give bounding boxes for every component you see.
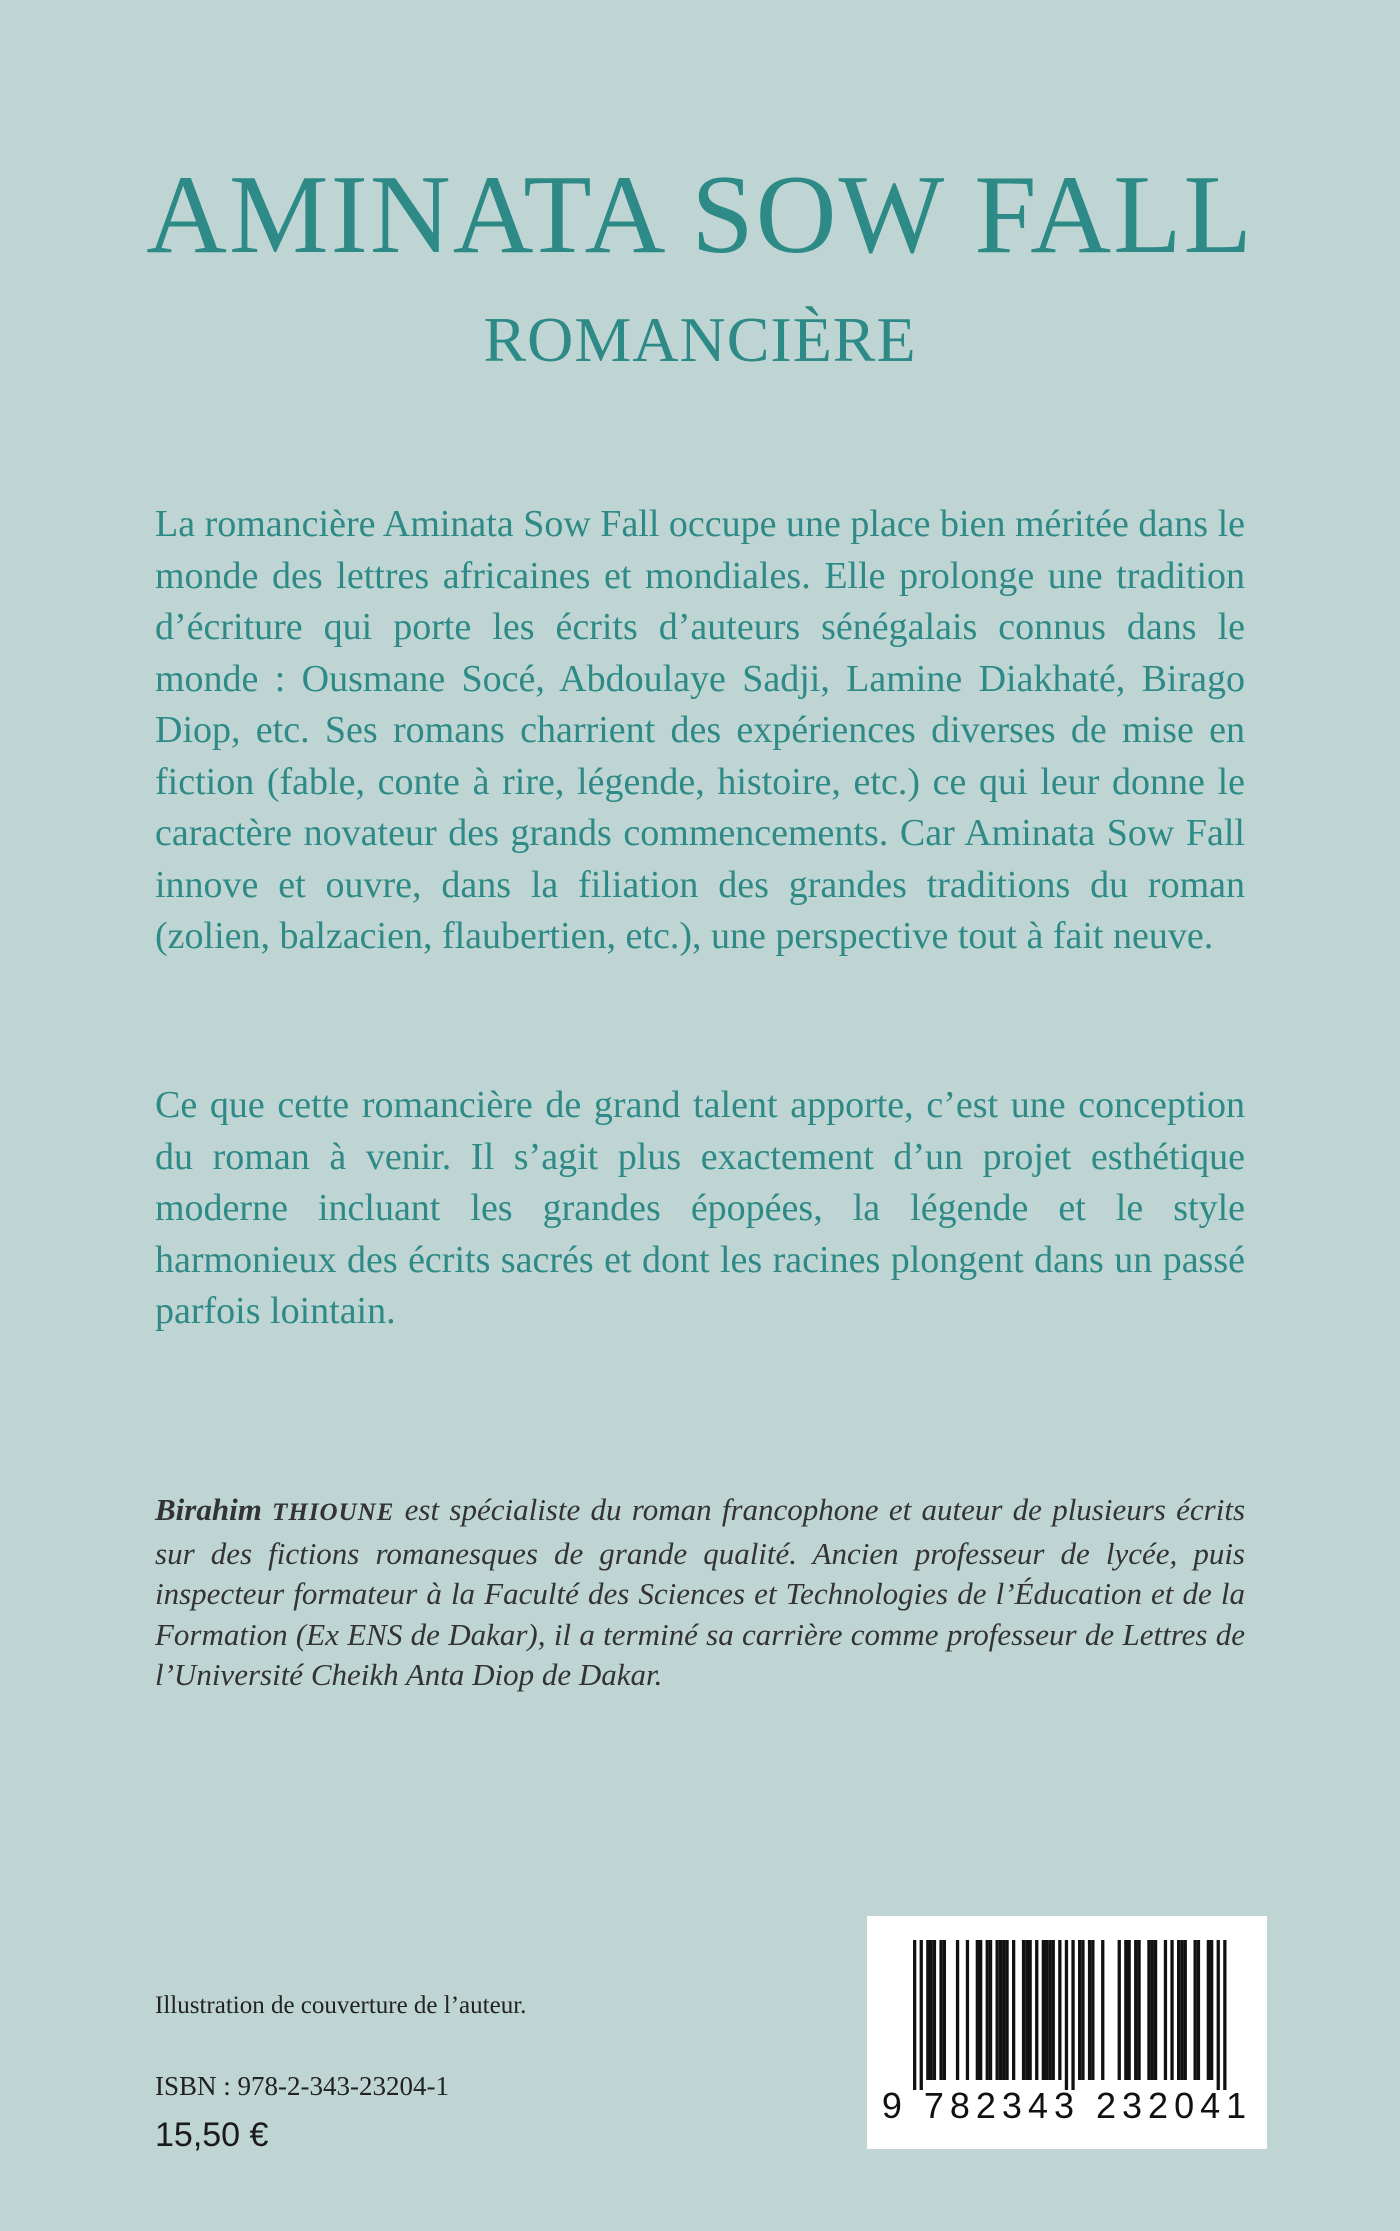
author-bio-text: est spécialiste du roman francophone et auteur de plusieurs écrits sur des fictions romanesques de grande qualité. Ancien professeur de lycée, puis inspecteur formateur à la Faculté des Sciences et Technologies de l’Éducation et de la Formation (Ex ENS de Dakar), il a terminé sa carrière comme professeur de Lettres de l’Université Cheikh Anta Diop de Dakar.: [155, 1492, 1246, 1692]
barcode-bar: [1052, 1940, 1055, 2080]
barcode-digits: 9 782343 232041: [881, 2085, 1253, 2126]
barcode-bar: [1223, 1940, 1226, 2090]
barcode-bar: [996, 1940, 999, 2080]
barcode-bar: [943, 1940, 946, 2080]
barcode-bar: [1170, 1940, 1173, 2080]
barcode-bar: [1118, 1940, 1121, 2080]
author-bio: [155, 1490, 1245, 1696]
barcode-bar: [920, 1940, 923, 2090]
blurb-paragraph-1: La romancière Aminata Sow Fall occupe une place bien méritée dans le monde des lettres africaines et mondiales. Elle prolonge une tradition d’écriture qui porte les écrits d’auteurs sénégalais connus dans le monde : Ousmane Socé, Abdoulaye Sadji, Lamine Diakhaté, Birago Diop, etc. Ses romans charrient des expériences diverses de mise en fiction (fable, conte à rire, légende, histoire, etc.) ce qui leur donne le caractère novateur des grands commencements. Car Aminata Sow Fall innove et ouvre, dans la filiation des grandes traditions du roman (zolien, balzacien, flaubertien, etc.), une perspective tout à fait neuve.: [155, 503, 1245, 957]
author-last-name: THIOUNE: [272, 1499, 395, 1526]
barcode-bar: [956, 1940, 959, 2080]
barcode-bar: [1210, 1940, 1213, 2080]
barcode-bar: [930, 1940, 933, 2080]
barcode-bar: [1002, 1940, 1005, 2080]
barcode-bar: [1164, 1940, 1167, 2080]
barcode-bar: [1207, 1940, 1210, 2080]
barcode-bar: [1071, 1940, 1074, 2090]
barcode-bar: [1048, 1940, 1051, 2080]
barcode-bar: [1197, 1940, 1200, 2080]
barcode-bar: [989, 1940, 992, 2080]
book-title: AMINATA SOW FALL: [146, 153, 1254, 277]
price-label: 15,50 €: [155, 2116, 269, 2154]
barcode-bar: [1128, 1940, 1131, 2080]
barcode-bar: [1045, 1940, 1048, 2080]
barcode-bar: [933, 1940, 936, 2080]
author-first-name: Birahim: [155, 1492, 262, 1527]
barcode: [867, 1916, 1267, 2149]
barcode-bar: [1081, 1940, 1084, 2080]
barcode-bar: [1029, 1940, 1032, 2080]
barcode-bar: [1078, 1940, 1081, 2080]
barcode-bar: [1194, 1940, 1197, 2080]
barcode-bar: [1035, 1940, 1038, 2080]
barcode-bar: [986, 1940, 989, 2080]
barcode-bar: [1005, 1940, 1008, 2080]
barcode-bar: [1134, 1940, 1137, 2080]
barcode-bar: [1091, 1940, 1094, 2080]
barcode-bar: [1184, 1940, 1187, 2080]
barcode-bar: [1154, 1940, 1157, 2080]
barcode-bar: [1151, 1940, 1154, 2080]
barcode-bar: [966, 1940, 969, 2080]
illustration-credit: Illustration de couverture de l’auteur.: [155, 1992, 527, 2019]
barcode-bar: [999, 1940, 1002, 2080]
barcode-bar: [1180, 1940, 1183, 2080]
barcode-bar: [1124, 1940, 1127, 2080]
barcode-bar: [979, 1940, 982, 2080]
barcode-bar: [913, 1940, 916, 2090]
book-subtitle: ROMANCIÈRE: [483, 304, 917, 375]
barcode-bar: [1042, 1940, 1045, 2080]
barcode-bar: [1025, 1940, 1028, 2080]
barcode-bar: [1217, 1940, 1220, 2090]
barcode-bar: [1137, 1940, 1140, 2080]
barcode-bar: [976, 1940, 979, 2080]
barcode-bar: [1088, 1940, 1091, 2080]
barcode-bar: [1022, 1940, 1025, 2080]
barcode-bar: [1101, 1940, 1104, 2080]
barcode-bar: [1147, 1940, 1150, 2080]
barcode-bar: [1177, 1940, 1180, 2080]
barcode-bar: [926, 1940, 929, 2080]
blurb-paragraph-2: Ce que cette romancière de grand talent apporte, c’est une conception du roman à venir. Il s’agit plus exactement d’un projet esthétique moderne incluant les grandes épopées, la légende et le style harmonieux des écrits sacrés et dont les racines plongent dans un passé parfois lointain.: [155, 1084, 1245, 1332]
barcode-bar: [939, 1940, 942, 2080]
isbn-number: ISBN : 978-2-343-23204-1: [155, 2071, 449, 2101]
barcode-bar: [1058, 1940, 1061, 2080]
barcode-bar: [1065, 1940, 1068, 2090]
barcode-bar: [1012, 1940, 1015, 2080]
